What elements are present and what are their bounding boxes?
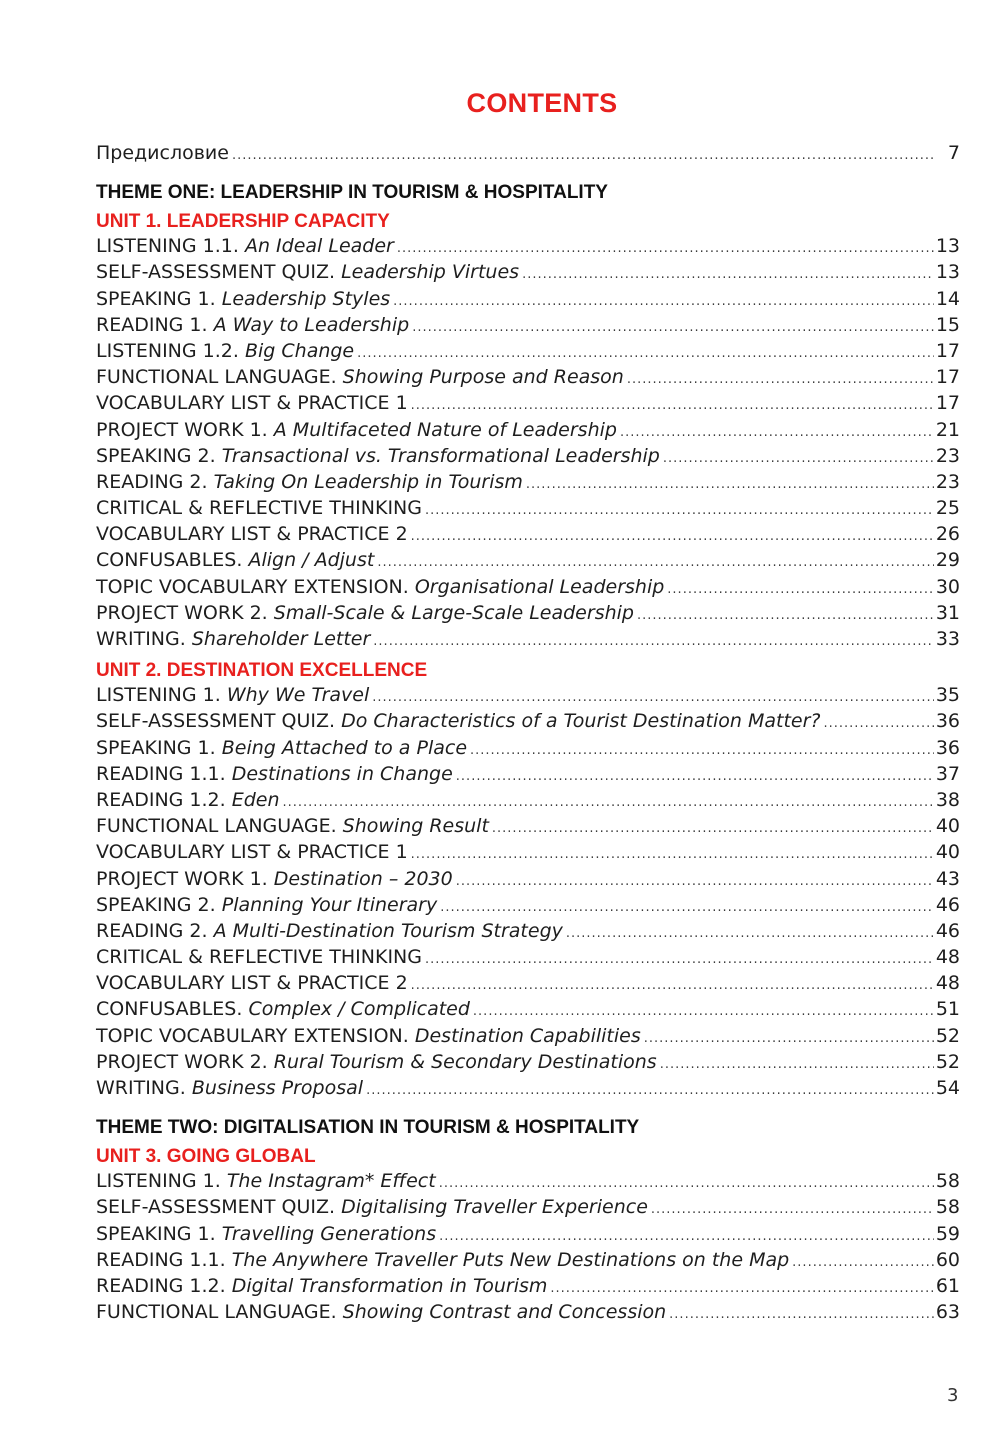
toc-entry-title: Rural Tourism & Secondary Destinations	[273, 1050, 657, 1073]
toc-entry[interactable]	[96, 761, 960, 787]
unit-heading: UNIT 1. LEADERSHIP CAPACITY	[96, 211, 390, 233]
toc-entry-label	[96, 1023, 641, 1049]
dot-leader	[456, 869, 934, 895]
toc-entry[interactable]	[96, 233, 960, 259]
toc-entry-label	[96, 417, 617, 443]
toc-entry[interactable]	[96, 364, 960, 390]
toc-entry-section: FUNCTIONAL LANGUAGE.	[96, 366, 337, 389]
toc-page-number: 38	[935, 788, 960, 811]
toc-entry-section: TOPIC VOCABULARY EXTENSION.	[96, 575, 409, 598]
toc-entry-title: Destination – 2030	[273, 867, 453, 890]
dot-leader	[824, 711, 934, 737]
toc-entry[interactable]	[96, 1299, 960, 1325]
toc-entry-label	[96, 866, 453, 892]
toc-entry-label	[96, 1049, 657, 1075]
toc-page-number: 29	[935, 549, 960, 572]
toc-entry-section: READING 1.1.	[96, 1248, 226, 1271]
page-title: CONTENTS	[466, 88, 618, 118]
toc-entry-label	[96, 312, 409, 338]
toc-entry-label	[96, 443, 660, 469]
toc-entry-section: CRITICAL & REFLECTIVE THINKING	[96, 497, 422, 520]
toc-entry-label	[96, 735, 467, 761]
toc-entry-label	[96, 1273, 547, 1299]
page-number: 3	[947, 1385, 959, 1406]
toc-page-number: 25	[935, 497, 960, 520]
toc-entry[interactable]	[96, 813, 960, 839]
toc-entry-title: Organisational Leadership	[414, 575, 665, 598]
toc-page-number: 36	[935, 710, 960, 733]
toc-entry-section: LISTENING 1.	[96, 1170, 221, 1193]
toc-entry[interactable]	[96, 1049, 960, 1075]
toc-entry-section: READING 1.2.	[96, 788, 226, 811]
toc-entry-label	[96, 364, 624, 390]
toc-entry[interactable]	[96, 1221, 960, 1247]
toc-entry-section: VOCABULARY LIST & PRACTICE 2	[96, 523, 408, 546]
toc-entry[interactable]	[96, 312, 960, 338]
toc-entry-section: FUNCTIONAL LANGUAGE.	[96, 815, 337, 838]
toc-entry-section: PROJECT WORK 1.	[96, 418, 268, 441]
toc-entry[interactable]	[96, 338, 960, 364]
toc-entry-title: The Instagram* Effect	[226, 1170, 436, 1193]
dot-leader	[644, 1026, 934, 1052]
toc-entry-section: READING 1.2.	[96, 1274, 226, 1297]
toc-entry[interactable]	[96, 866, 960, 892]
toc-entry-section: SPEAKING 1.	[96, 736, 216, 759]
toc-entry-title: Planning Your Itinerary	[221, 893, 438, 916]
toc-page-number: 31	[935, 601, 960, 624]
toc-entry-section: SELF-ASSESSMENT QUIZ.	[96, 1196, 336, 1219]
dot-leader	[373, 629, 934, 655]
toc-entry-section: READING 2.	[96, 470, 208, 493]
toc-entry-label	[96, 626, 370, 652]
toc-entry[interactable]	[96, 944, 960, 970]
toc-entry-section: READING 1.1.	[96, 762, 226, 785]
toc-entry[interactable]	[96, 839, 960, 865]
unit-heading: UNIT 3. GOING GLOBAL	[96, 1146, 316, 1168]
toc-entry-label	[96, 1075, 363, 1101]
toc-entry-title: Leadership Styles	[221, 287, 391, 310]
dot-leader	[456, 764, 934, 790]
toc-entry-title: A Multifaceted Nature of Leadership	[273, 418, 617, 441]
toc-page-number: 43	[935, 867, 960, 890]
dot-leader	[792, 1250, 934, 1276]
dot-leader	[425, 947, 934, 973]
toc-page-number: 59	[935, 1222, 960, 1245]
toc-page-number: 37	[935, 762, 960, 785]
theme-heading: THEME ONE: LEADERSHIP IN TOURISM & HOSPITALITY	[96, 182, 608, 204]
toc-entry[interactable]	[96, 259, 960, 285]
unit-entries	[96, 1168, 960, 1325]
toc-entry-section: SPEAKING 1.	[96, 1222, 216, 1245]
toc-page-number: 21	[935, 418, 960, 441]
toc-entry-label	[96, 1194, 648, 1220]
dot-leader	[492, 816, 934, 842]
toc-page-number: 54	[935, 1077, 960, 1099]
toc-entry-section: WRITING.	[96, 1077, 186, 1099]
toc-page-number: 33	[935, 628, 960, 650]
dot-leader	[412, 315, 934, 341]
toc-entry-section: CONFUSABLES.	[96, 549, 243, 572]
toc-entry-section: WRITING.	[96, 628, 186, 650]
toc-entry[interactable]	[96, 626, 960, 652]
toc-entry-label	[96, 996, 470, 1022]
toc-entry-label	[96, 708, 821, 734]
toc-entry-section: LISTENING 1.1.	[96, 235, 239, 258]
toc-page-number: 40	[935, 841, 960, 864]
toc-entry-label	[96, 918, 563, 944]
toc-entry-section: VOCABULARY LIST & PRACTICE 1	[96, 392, 408, 415]
toc-entry-section: VOCABULARY LIST & PRACTICE 2	[96, 972, 408, 995]
toc-entry-preface[interactable]	[96, 140, 960, 166]
toc-entry-title: Showing Purpose and Reason	[342, 366, 624, 389]
toc-entry-section: PROJECT WORK 2.	[96, 601, 268, 624]
toc-entry-label	[96, 813, 489, 839]
toc-entry-label	[96, 390, 408, 416]
toc-entry[interactable]	[96, 547, 960, 573]
toc-page-number: 40	[935, 815, 960, 838]
unit-entries	[96, 682, 960, 1101]
toc-entry-label	[96, 892, 437, 918]
dot-leader	[411, 842, 934, 868]
toc-entry-label	[96, 233, 394, 259]
toc-entry[interactable]	[96, 521, 960, 547]
toc-entry-title: Small-Scale & Large-Scale Leadership	[273, 601, 634, 624]
toc-entry-title: Align / Adjust	[248, 549, 375, 572]
dot-leader	[667, 577, 934, 603]
toc-entry-title: Being Attached to a Place	[221, 736, 468, 759]
toc-entry-label	[96, 495, 422, 521]
dot-leader	[232, 143, 934, 169]
toc-entry[interactable]	[96, 469, 960, 495]
toc-page-number: 17	[935, 392, 960, 415]
dot-leader	[526, 472, 934, 498]
toc-entry-section: PROJECT WORK 1.	[96, 867, 268, 890]
toc-entry-section: PROJECT WORK 2.	[96, 1050, 268, 1073]
toc-page-number: 30	[935, 575, 960, 598]
toc-entry-section: LISTENING 1.	[96, 684, 221, 707]
toc-entry-label	[96, 1168, 436, 1194]
toc-entry-title: Big Change	[244, 339, 355, 362]
toc-entry-label	[96, 600, 634, 626]
toc-entry-label	[96, 547, 374, 573]
toc-page-number: 61	[935, 1274, 960, 1297]
toc-entry-label	[96, 286, 390, 312]
dot-leader	[627, 367, 934, 393]
toc-page-number: 23	[935, 470, 960, 493]
toc-entry-title: An Ideal Leader	[244, 235, 394, 258]
toc-entry-section: CRITICAL & REFLECTIVE THINKING	[96, 946, 422, 969]
toc-page-number: 7	[947, 142, 960, 164]
unit-entries	[96, 233, 960, 652]
toc-entry-title: Shareholder Letter	[191, 628, 371, 650]
toc-entry[interactable]	[96, 600, 960, 626]
toc-entry[interactable]	[96, 1273, 960, 1299]
toc-page-number: 13	[935, 261, 960, 284]
toc-entry-label	[96, 970, 408, 996]
toc-entry-label: Предисловие	[96, 142, 229, 164]
dot-leader	[470, 738, 934, 764]
toc-entry[interactable]	[96, 708, 960, 734]
table-of-contents	[96, 140, 960, 1325]
toc-entry-label	[96, 259, 519, 285]
toc-entry[interactable]	[96, 1194, 960, 1220]
dot-leader	[411, 524, 934, 550]
toc-entry[interactable]	[96, 495, 960, 521]
toc-entry[interactable]	[96, 1075, 960, 1101]
toc-page-number: 14	[935, 287, 960, 310]
toc-entry[interactable]	[96, 1023, 960, 1049]
toc-entry-label	[96, 469, 523, 495]
toc-entry-title: Why We Travel	[226, 684, 370, 707]
dot-leader	[651, 1197, 934, 1223]
toc-page-number: 52	[935, 1024, 960, 1047]
toc-entry-section: LISTENING 1.2.	[96, 339, 239, 362]
toc-entry-title: Eden	[231, 788, 280, 811]
dot-leader	[660, 1052, 934, 1078]
toc-entry-section: READING 1.	[96, 313, 208, 336]
toc-entry[interactable]	[96, 735, 960, 761]
toc-entry-label	[96, 1247, 789, 1273]
toc-entry[interactable]	[96, 970, 960, 996]
toc-entry[interactable]	[96, 390, 960, 416]
toc-entry-title: Complex / Complicated	[248, 998, 470, 1021]
toc-entry-title: Showing Result	[342, 815, 489, 838]
toc-entry[interactable]	[96, 918, 960, 944]
toc-entry-title: The Anywhere Traveller Puts New Destinations on the Map	[231, 1248, 790, 1271]
dot-leader	[522, 262, 934, 288]
toc-entry-title: Transactional vs. Transformational Leadership	[221, 444, 660, 467]
toc-entry-section: CONFUSABLES.	[96, 998, 243, 1021]
toc-entry-label	[96, 682, 369, 708]
toc-page-number: 58	[935, 1196, 960, 1219]
toc-entry[interactable]	[96, 417, 960, 443]
toc-page-number: 48	[935, 946, 960, 969]
toc-page-number: 48	[935, 972, 960, 995]
toc-entry-section: TOPIC VOCABULARY EXTENSION.	[96, 1024, 409, 1047]
dot-leader	[620, 420, 934, 446]
toc-page-number: 23	[935, 444, 960, 467]
dot-leader	[566, 921, 934, 947]
toc-entry-title: A Multi-Destination Tourism Strategy	[213, 919, 563, 942]
toc-page-number: 58	[935, 1170, 960, 1193]
toc-entry[interactable]	[96, 1168, 960, 1194]
dot-leader	[669, 1302, 934, 1328]
toc-entry-title: A Way to Leadership	[213, 313, 410, 336]
toc-page-number: 63	[935, 1301, 960, 1324]
toc-entry-section: SPEAKING 2.	[96, 893, 216, 916]
toc-entry-section: SELF-ASSESSMENT QUIZ.	[96, 261, 336, 284]
dot-leader	[637, 603, 934, 629]
toc-entry-label	[96, 338, 354, 364]
toc-page-number: 17	[935, 366, 960, 389]
toc-entry[interactable]	[96, 286, 960, 312]
toc-page-number: 60	[935, 1248, 960, 1271]
toc-entry[interactable]	[96, 892, 960, 918]
toc-entry[interactable]	[96, 787, 960, 813]
toc-entry-label	[96, 761, 453, 787]
dot-leader	[663, 446, 934, 472]
toc-page-number: 15	[935, 313, 960, 336]
toc-entry-section: FUNCTIONAL LANGUAGE.	[96, 1301, 337, 1324]
toc-page-number: 13	[935, 235, 960, 258]
toc-entry-title: Leadership Virtues	[341, 261, 520, 284]
toc-entry[interactable]	[96, 1247, 960, 1273]
toc-entry-title: Digital Transformation in Tourism	[231, 1274, 548, 1297]
toc-entry[interactable]	[96, 443, 960, 469]
toc-entry-title: Do Characteristics of a Tourist Destination Matter?	[341, 710, 821, 733]
toc-page-number: 26	[935, 523, 960, 546]
toc-entry-section: VOCABULARY LIST & PRACTICE 1	[96, 841, 408, 864]
toc-entry-label	[96, 787, 280, 813]
unit-heading: UNIT 2. DESTINATION EXCELLENCE	[96, 660, 428, 682]
toc-entry-title: Destinations in Change	[231, 762, 453, 785]
dot-leader	[393, 289, 934, 315]
toc-page-number: 46	[935, 919, 960, 942]
toc-page-number: 46	[935, 893, 960, 916]
toc-entry-label	[96, 521, 408, 547]
toc-entry[interactable]	[96, 682, 960, 708]
toc-page-number: 51	[935, 998, 960, 1021]
toc-entry-section: SPEAKING 1.	[96, 287, 216, 310]
toc-entry-section: SELF-ASSESSMENT QUIZ.	[96, 710, 336, 733]
toc-entry[interactable]	[96, 996, 960, 1022]
toc-entry-title: Showing Contrast and Concession	[342, 1301, 667, 1324]
toc-entry-section: SPEAKING 2.	[96, 444, 216, 467]
toc-entry-title: Business Proposal	[191, 1077, 364, 1099]
toc-entry-section: READING 2.	[96, 919, 208, 942]
toc-entry-label	[96, 1221, 436, 1247]
toc-entry-title: Destination Capabilities	[414, 1024, 641, 1047]
toc-entry-title: Travelling Generations	[221, 1222, 437, 1245]
toc-entry-title: Digitalising Traveller Experience	[341, 1196, 648, 1219]
toc-entry-label	[96, 1299, 666, 1325]
toc-page-number: 36	[935, 736, 960, 759]
toc-page-number: 35	[935, 684, 960, 707]
toc-entry-label	[96, 839, 408, 865]
toc-entry-label	[96, 944, 422, 970]
toc-entry-label	[96, 574, 664, 600]
toc-entry-title: Taking On Leadership in Tourism	[213, 470, 523, 493]
theme-heading: THEME TWO: DIGITALISATION IN TOURISM & HOSPITALITY	[96, 1117, 640, 1139]
dot-leader	[366, 1078, 934, 1104]
toc-page-number: 52	[935, 1050, 960, 1073]
toc-entry[interactable]	[96, 574, 960, 600]
dot-leader	[411, 973, 934, 999]
toc-page-number: 17	[935, 339, 960, 362]
dot-leader	[425, 498, 934, 524]
